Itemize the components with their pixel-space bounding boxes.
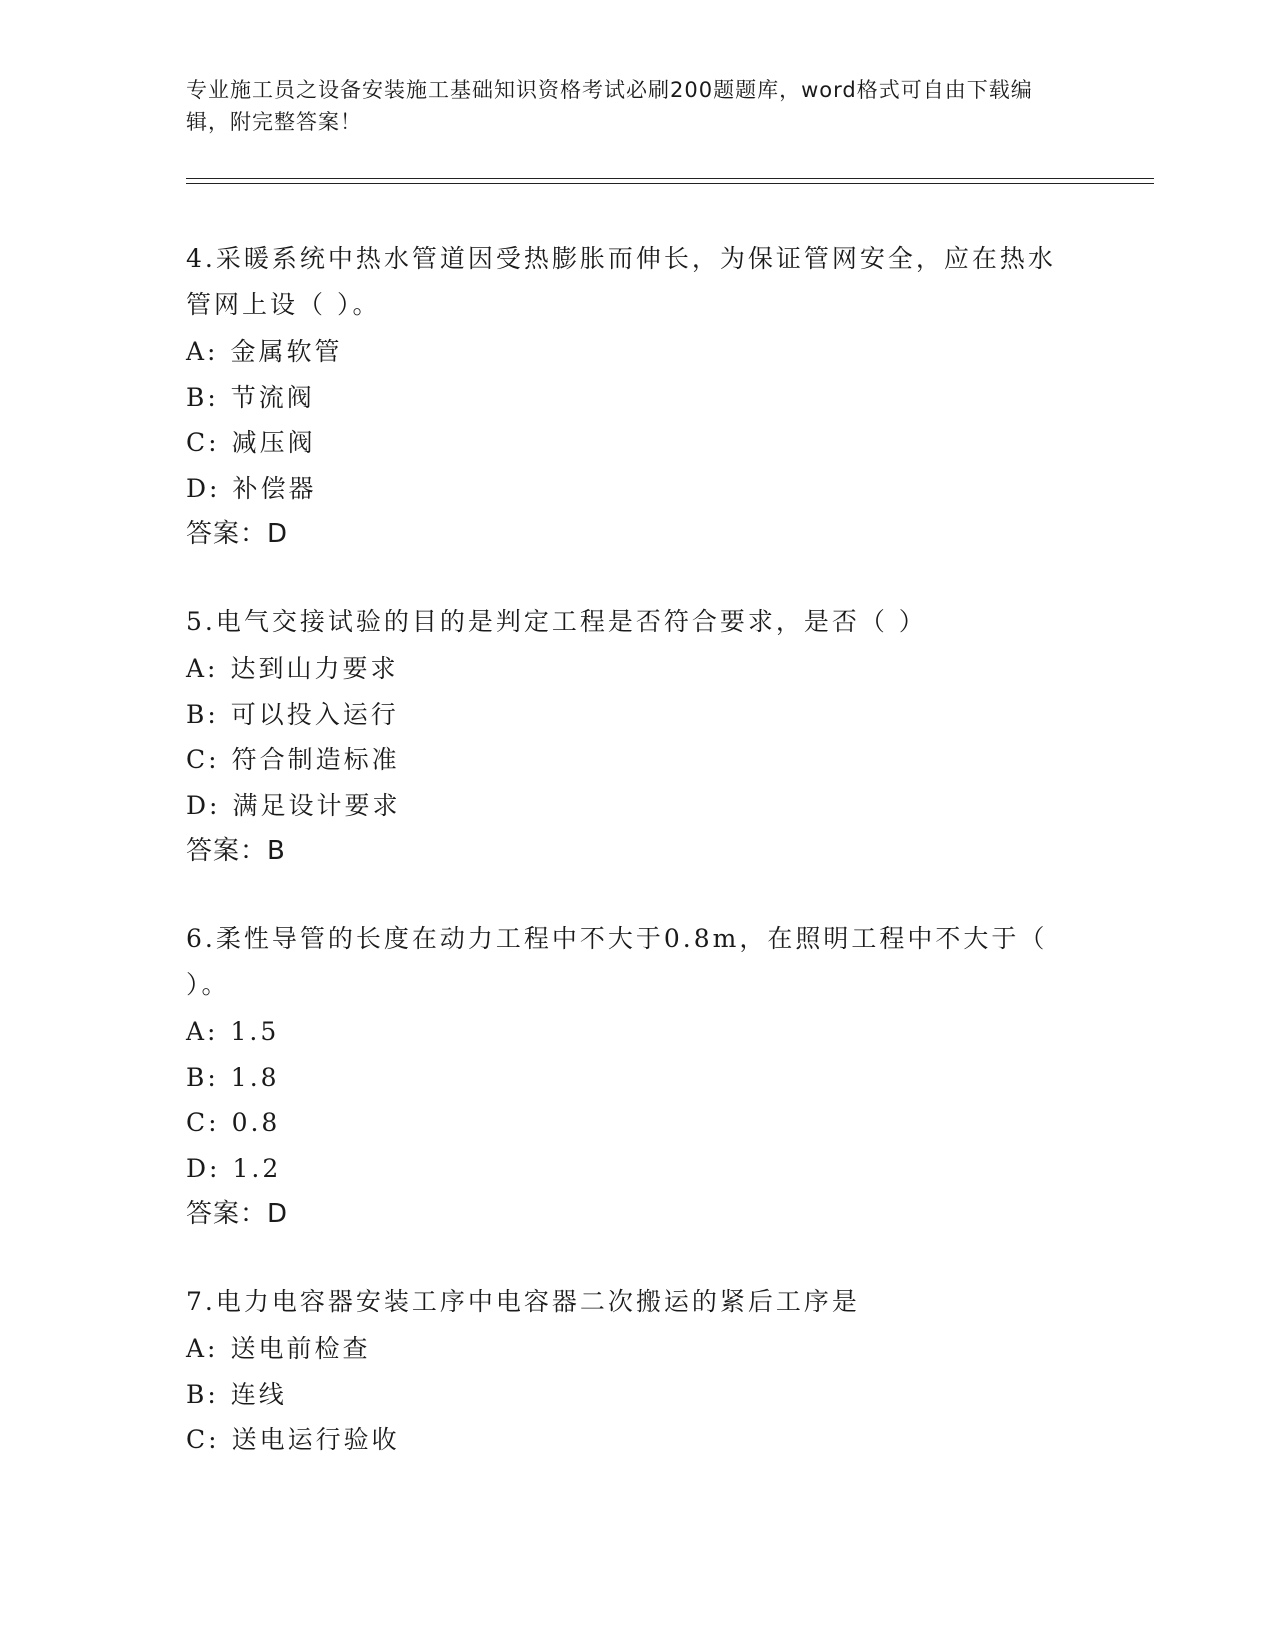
- header-divider-top: [186, 178, 1154, 179]
- option-c: [186, 737, 1066, 783]
- question-stem: 6.柔性导管的长度在动力工程中不大于0.8m，在照明工程中不大于（ ）。: [186, 924, 1048, 999]
- option-key: D:: [186, 1153, 221, 1183]
- option-b: [186, 1372, 1066, 1418]
- option-c: [186, 1417, 1066, 1463]
- option-text: 金属软管: [230, 337, 343, 366]
- option-text: 满足设计要求: [232, 790, 401, 820]
- option-d: [186, 1146, 1066, 1192]
- option-key: D:: [186, 473, 221, 503]
- option-key: B:: [186, 699, 219, 729]
- question-stem: 5.电气交接试验的目的是判定工程是否符合要求，是否（ ）: [186, 607, 927, 636]
- option-d: [186, 783, 1066, 829]
- answer-label: 答案：B: [186, 836, 286, 866]
- option-a: [186, 1009, 1066, 1055]
- option-text: 节流阀: [230, 382, 315, 412]
- option-b: [186, 1055, 1066, 1101]
- option-text: 1.5: [230, 1017, 280, 1046]
- option-key: C:: [186, 745, 220, 774]
- question-stem: 4.采暖系统中热水管道因受热膨胀而伸长，为保证管网安全，应在热水管网上设（ ）。: [186, 244, 1056, 319]
- option-text: 0.8: [231, 1108, 281, 1137]
- answer-label: 答案：D: [186, 1199, 289, 1229]
- option-key: C:: [186, 1108, 220, 1137]
- question-stem: 7.电力电容器安装工序中电容器二次搬运的紧后工序是: [186, 1287, 860, 1316]
- option-key: C:: [186, 1425, 220, 1454]
- option-text: 可以投入运行: [230, 699, 399, 729]
- question-4: [186, 236, 1066, 557]
- option-text: 1.8: [230, 1062, 280, 1092]
- option-key: B:: [186, 1062, 219, 1092]
- option-c: [186, 1100, 1066, 1146]
- option-c: [186, 420, 1066, 466]
- option-text: 补偿器: [232, 473, 317, 503]
- answer-label: 答案：D: [186, 519, 289, 549]
- question-list: [186, 236, 1066, 1505]
- option-key: B:: [186, 1379, 219, 1409]
- option-text: 符合制造标准: [231, 745, 400, 774]
- option-a: [186, 329, 1066, 375]
- question-7: [186, 1279, 1066, 1463]
- option-key: D:: [186, 790, 221, 820]
- document-header: 专业施工员之设备安装施工基础知识资格考试必刷200题题库，word格式可自由下载编辑，附完整答案！: [186, 78, 1033, 134]
- question-5: [186, 599, 1066, 874]
- option-text: 减压阀: [231, 428, 316, 457]
- option-d: [186, 466, 1066, 512]
- option-key: A:: [186, 1334, 219, 1363]
- option-a: [186, 1326, 1066, 1372]
- option-text: 送电前检查: [230, 1334, 371, 1363]
- question-6: [186, 916, 1066, 1237]
- option-a: [186, 646, 1066, 692]
- option-text: 1.2: [232, 1153, 282, 1183]
- option-key: C:: [186, 428, 220, 457]
- header-divider-bottom: [186, 183, 1154, 184]
- option-key: A:: [186, 1017, 219, 1046]
- option-key: A:: [186, 337, 219, 366]
- option-text: 连线: [230, 1379, 287, 1409]
- option-b: [186, 375, 1066, 421]
- option-key: B:: [186, 382, 219, 412]
- option-key: A:: [186, 654, 219, 683]
- option-text: 送电运行验收: [231, 1425, 400, 1454]
- option-text: 达到山力要求: [230, 654, 399, 683]
- option-b: [186, 692, 1066, 738]
